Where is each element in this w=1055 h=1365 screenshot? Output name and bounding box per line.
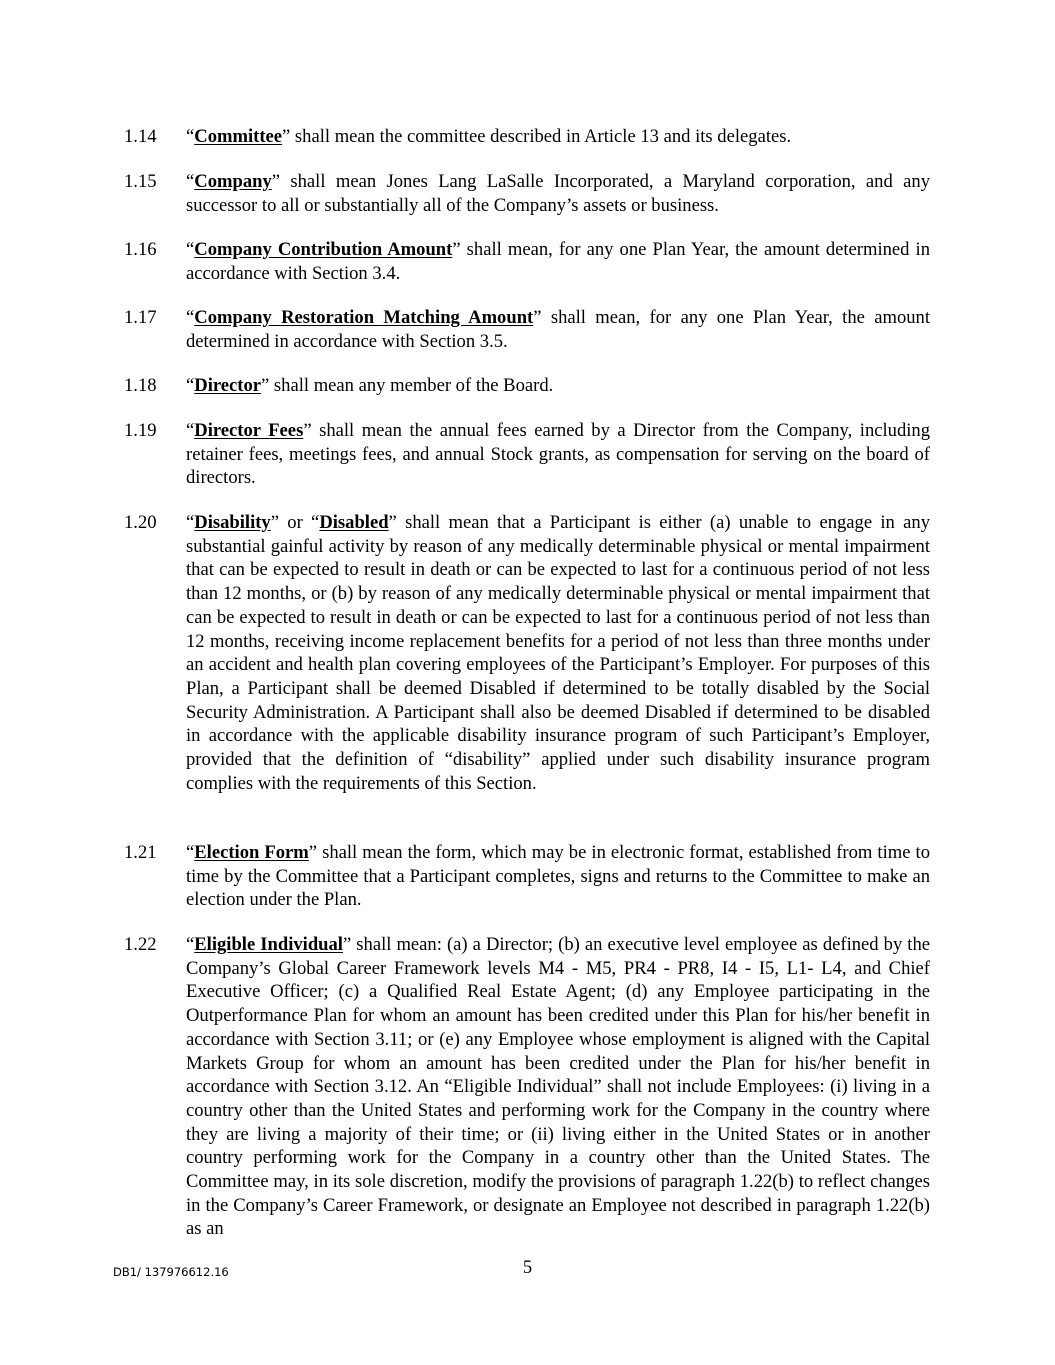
defined-term: Election Form [194, 842, 309, 863]
defined-term: Eligible Individual [194, 934, 343, 955]
defined-term: Company [194, 171, 272, 192]
section-number: 1.18 [124, 375, 157, 396]
defined-term: Disability [194, 512, 271, 533]
section-number: 1.15 [124, 171, 157, 192]
definition-1-22 [0, 933, 1055, 1241]
section-number: 1.17 [124, 307, 157, 328]
definition-body: ” shall mean that a Participant is either (a) unable to engage in any substantial gainful activity by reason of any medically determinable physical or mental impairment that can be expected to result in death or can be expected to last for a continuous period of not less than 12 months, or (b) by reason of any medically determinable physical or mental impairment that can be expected to result in death or can be expected to last for a continuous period of not less than 12 months, receiving income replacement benefits for a period of not less than three months under an accident and health plan covering employees of the Participant’s Employer. For purposes of this Plan, a Participant shall be deemed Disabled if determined to be totally disabled by the Social Security Administration. A Participant shall also be deemed Disabled if determined to be disabled in accordance with the applicable disability insurance program of such Participant’s Employer, provided that the definition of “disability” applied under such disability insurance program complies with the requirements of this Section. [186, 512, 930, 794]
definition-text [186, 170, 930, 217]
definition-text [186, 933, 930, 1241]
section-number: 1.22 [124, 934, 157, 955]
defined-term-alt: Disabled [319, 512, 389, 533]
definition-1-18 [0, 374, 1055, 398]
definition-1-21 [0, 841, 1055, 912]
defined-term: Committee [194, 126, 283, 147]
definition-body: ” shall mean the committee described in Article 13 and its delegates. [282, 126, 792, 147]
definition-1-17 [0, 306, 1055, 353]
definition-1-14 [0, 125, 1055, 149]
definition-1-20 [0, 511, 1055, 795]
definition-1-16 [0, 238, 1055, 285]
definition-text [186, 841, 930, 912]
definition-1-15 [0, 170, 1055, 217]
definition-body: ” shall mean, for any one Plan Year, the amount determined in accordance with Section 3.5. [186, 307, 930, 352]
open-quote: “ [186, 171, 195, 192]
defined-term: Director Fees [194, 420, 304, 441]
page-number: 5 [522, 1257, 533, 1278]
definition-body: ” shall mean Jones Lang LaSalle Incorporated, a Maryland corporation, and any successor to all or substantially all of the Company’s assets or business. [186, 171, 930, 216]
open-quote: “ [186, 512, 195, 533]
open-quote: “ [186, 375, 195, 396]
term-separator: ” or “ [270, 512, 320, 533]
defined-term: Company Contribution Amount [194, 239, 453, 260]
defined-term: Company Restoration Matching Amount [194, 307, 534, 328]
section-number: 1.16 [124, 239, 157, 260]
open-quote: “ [186, 307, 195, 328]
definition-1-19 [0, 419, 1055, 490]
document-id: DB1/ 137976612.16 [113, 1265, 229, 1279]
section-number: 1.21 [124, 842, 157, 863]
section-number: 1.20 [124, 512, 157, 533]
definition-text [186, 125, 930, 149]
section-number: 1.19 [124, 420, 157, 441]
open-quote: “ [186, 420, 195, 441]
definition-text [186, 419, 930, 490]
definition-body: ” shall mean, for any one Plan Year, the amount determined in accordance with Section 3.4. [186, 239, 931, 284]
definition-body: ” shall mean: (a) a Director; (b) an executive level employee as defined by the Company’s Global Career Framework levels M4 - M5, PR4 - PR8, I4 - I5, L1- L4, and Chief Executive Officer; (c) a Qualified Real Estate Agent; (d) any Employee participating in the Outperformance Plan for whom an amount has been credited under this Plan for his/her benefit in accordance with Section 3.11; or (e) any Employee whose employment is aligned with the Capital Markets Group for whom an amount has been credited under the Plan for his/her benefit in accordance with Section 3.12. An “Eligible Individual” shall not include Employees: (i) living in a country other than the United States and performing work for the Company in the country where they are living a majority of their time; or (ii) living either in the United States or in another country performing work for the Company in a country other than the United States. The Committee may, in its sole discretion, modify the provisions of paragraph 1.22(b) to reflect changes in the Company’s Career Framework, or designate an Employee not described in paragraph 1.22(b) as an [186, 934, 931, 1240]
page-number-container [0, 1256, 1055, 1280]
definition-text [186, 511, 930, 795]
open-quote: “ [186, 126, 195, 147]
open-quote: “ [186, 842, 195, 863]
section-number: 1.14 [124, 126, 157, 147]
defined-term: Director [194, 375, 262, 396]
definition-body: ” shall mean the form, which may be in electronic format, established from time to time by the Committee that a Participant completes, signs and returns to the Committee to make an election under the Plan. [186, 842, 930, 911]
definition-text [186, 374, 930, 398]
open-quote: “ [186, 239, 195, 260]
open-quote: “ [186, 934, 195, 955]
definition-text [186, 238, 930, 285]
definition-body: ” shall mean any member of the Board. [261, 375, 554, 396]
definition-body: ” shall mean the annual fees earned by a Director from the Company, including retainer fees, meetings fees, and annual Stock grants, as compensation for serving on the board of directors. [186, 420, 931, 489]
definition-text [186, 306, 930, 353]
